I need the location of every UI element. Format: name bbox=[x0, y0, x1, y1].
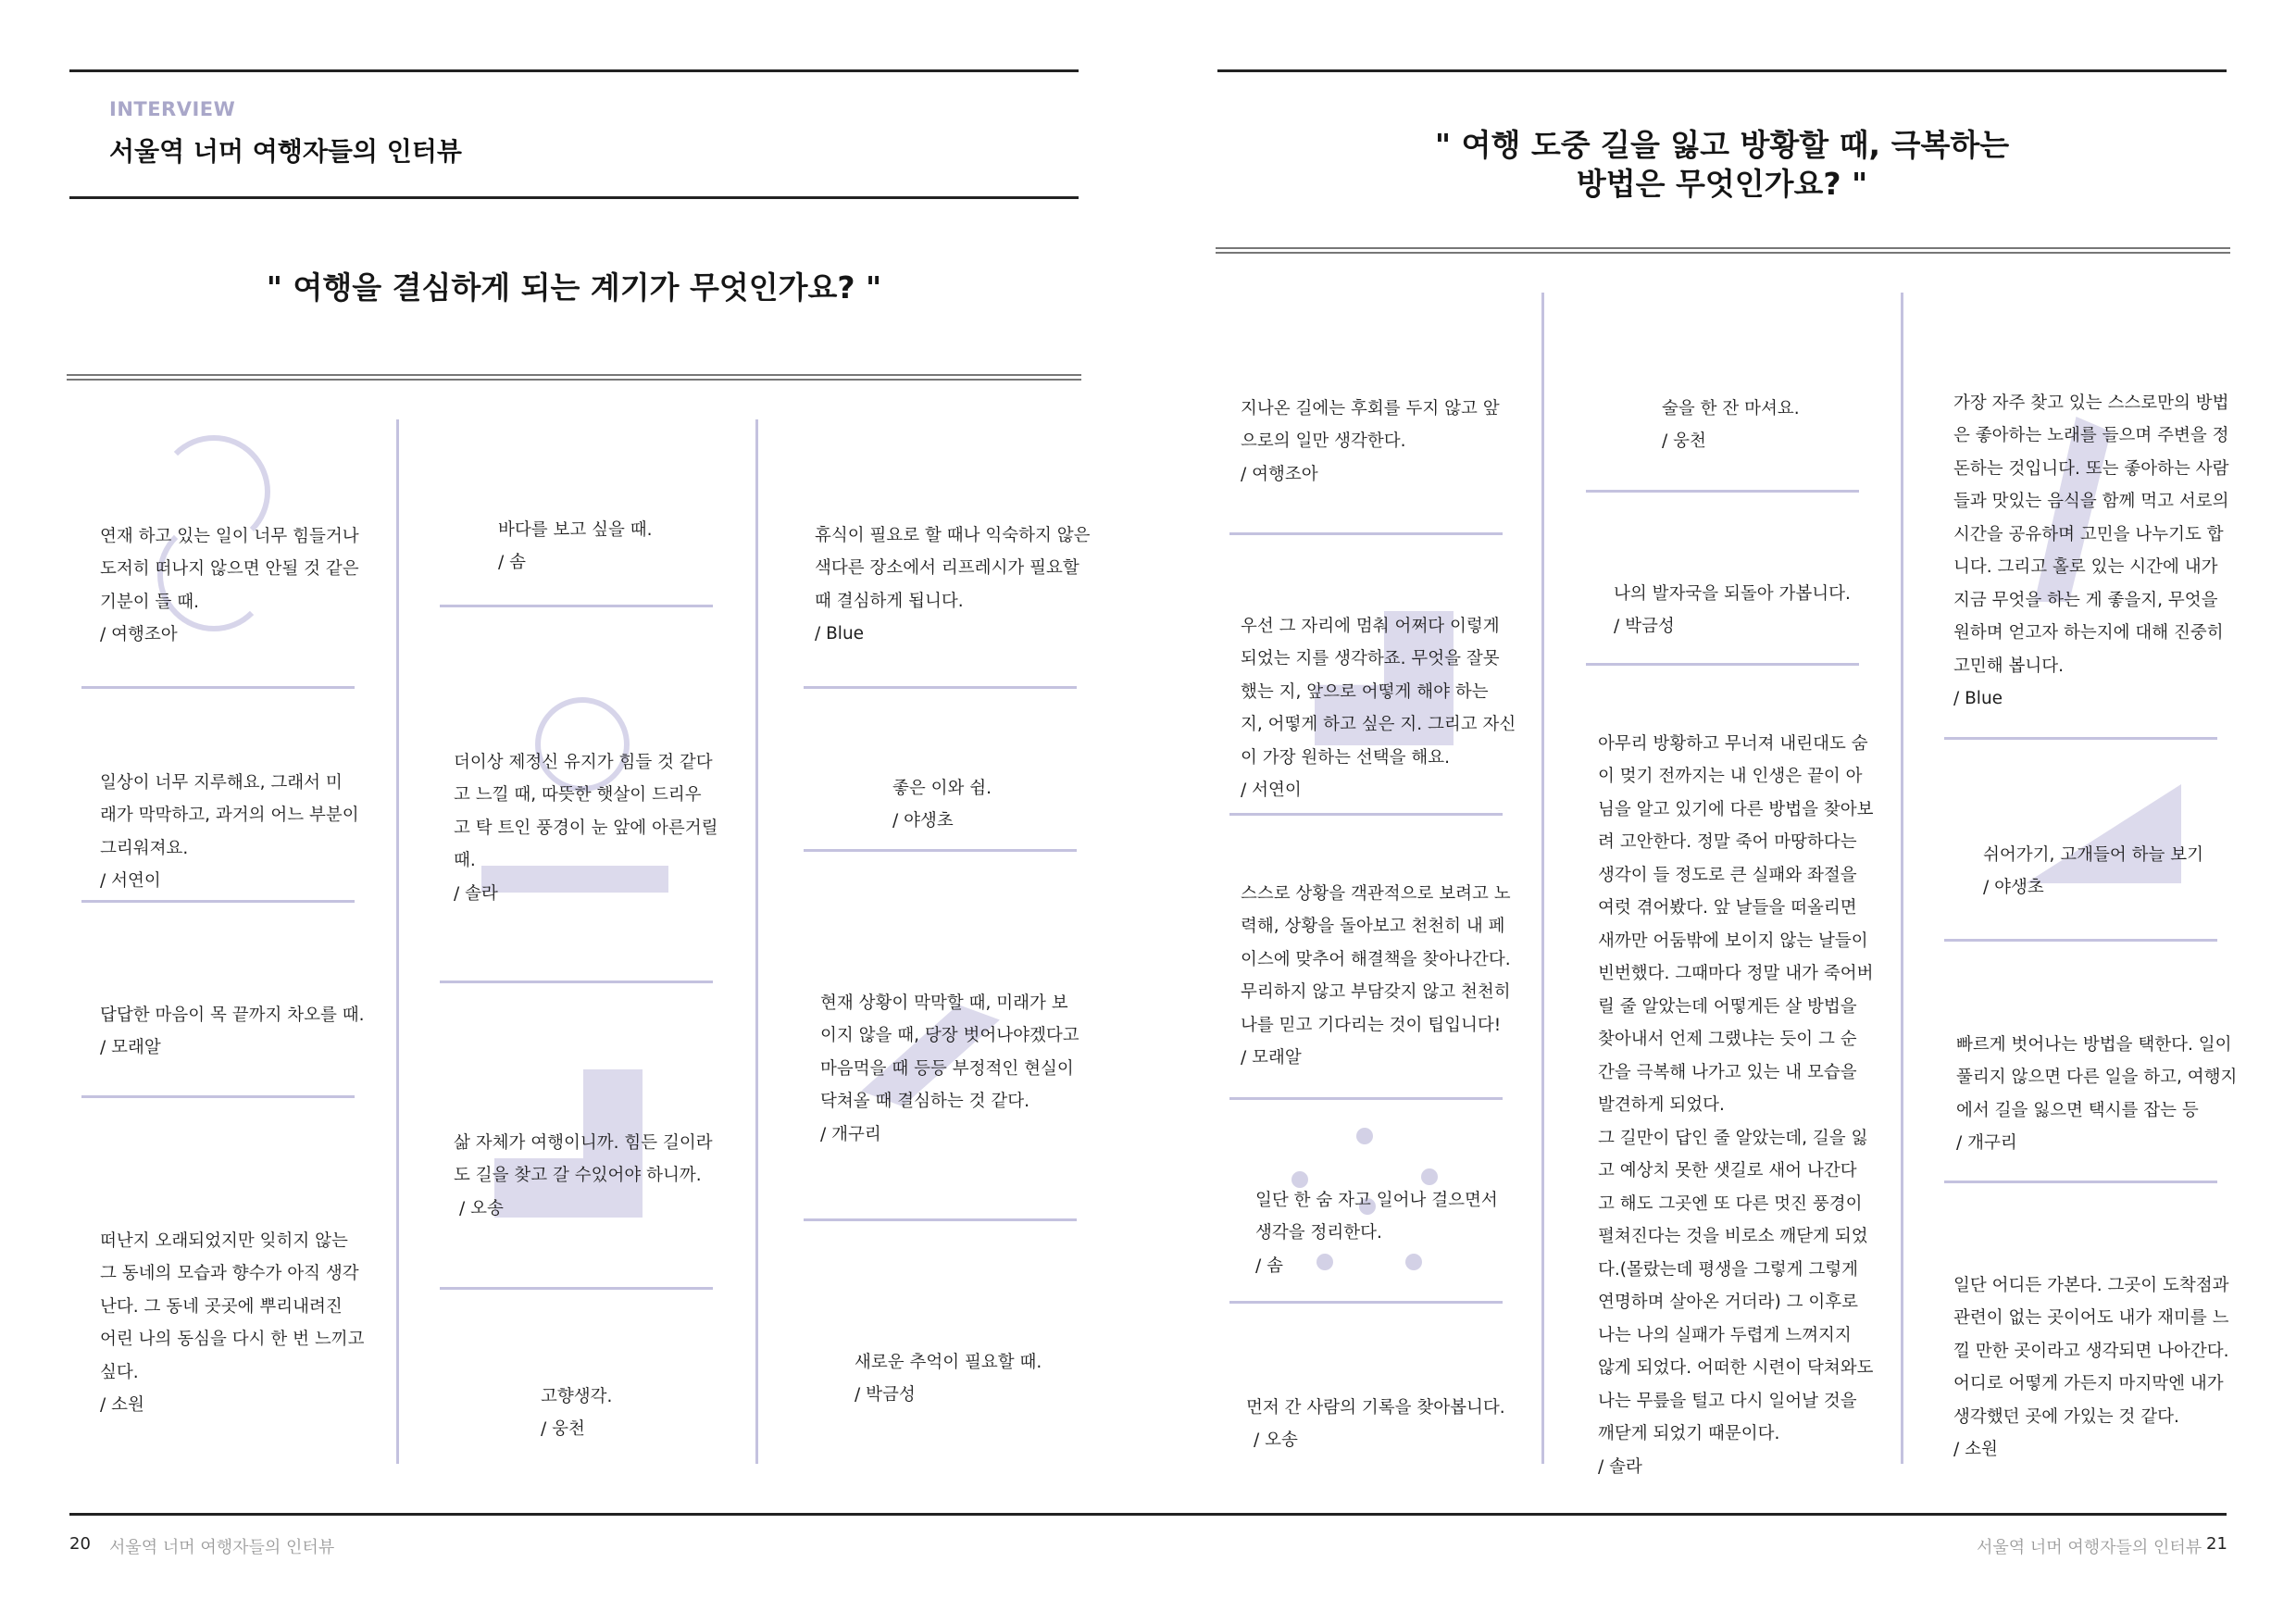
answer-separator bbox=[1944, 737, 2217, 740]
answer-separator bbox=[440, 1287, 713, 1290]
answer-item bbox=[815, 486, 1090, 683]
answer-author: / 서연이 bbox=[100, 871, 161, 891]
page-number-right: 21 bbox=[2206, 1534, 2227, 1554]
footer-rule bbox=[69, 1513, 2227, 1516]
answer-author: / 여행조아 bbox=[100, 625, 178, 644]
question-right-line2: 방법은 무엇인가요? " bbox=[1576, 166, 1868, 202]
answer-author: / 솔라 bbox=[1598, 1456, 1642, 1477]
answer-text: 나의 발자국을 되돌아 가봅니다. bbox=[1614, 583, 1851, 604]
double-rule-left bbox=[67, 374, 1081, 381]
answer-item bbox=[1241, 844, 1511, 1107]
answer-author: / 오송 bbox=[1254, 1430, 1298, 1450]
answer-separator bbox=[1944, 1181, 2217, 1183]
answer-text: 연재 하고 있는 일이 너무 힘들거나 도저히 떠나지 않으면 안될 것 같은 기분이 들 때. bbox=[100, 526, 359, 612]
answer-item bbox=[820, 954, 1079, 1184]
question-left: " 여행을 결심하게 되는 계기가 무엇인가요? " bbox=[266, 269, 882, 306]
answer-item bbox=[1241, 359, 1500, 524]
answer-author: / 오송 bbox=[459, 1198, 504, 1218]
answer-separator bbox=[804, 1218, 1077, 1221]
answer-item bbox=[1255, 1151, 1498, 1316]
column-divider bbox=[396, 419, 399, 1464]
answer-item bbox=[100, 487, 359, 684]
answer-author: / 개구리 bbox=[820, 1124, 881, 1144]
answer-text: 바다를 보고 싶을 때. bbox=[498, 519, 653, 540]
footer-title-left: 서울역 너머 여행자들의 인터뷰 bbox=[109, 1538, 335, 1557]
answer-author: / 솜 bbox=[498, 553, 526, 572]
column-divider bbox=[1541, 293, 1544, 1464]
answer-item bbox=[1246, 1358, 1505, 1490]
answer-item bbox=[100, 966, 364, 1097]
answer-separator bbox=[1586, 663, 1859, 666]
column-divider bbox=[755, 419, 758, 1464]
answer-author: / Blue bbox=[1953, 689, 2003, 708]
answer-text: 고향생각. bbox=[541, 1386, 613, 1406]
answer-author: / 웅천 bbox=[541, 1419, 585, 1439]
answer-item bbox=[1953, 1236, 2228, 1499]
answer-text: 좋은 이와 쉼. bbox=[892, 778, 992, 798]
answer-author: / 솔라 bbox=[454, 883, 498, 904]
answer-text: 빠르게 벗어나는 방법을 택한다. 일이 풀리지 않으면 다른 일을 하고, 여행지 에서 길을 잃으면 택시를 잡는 등 bbox=[1956, 1034, 2238, 1120]
answer-author: / 모래알 bbox=[100, 1038, 161, 1057]
answer-item bbox=[1241, 577, 1516, 840]
answer-separator bbox=[1229, 813, 1503, 816]
answer-text: 답답한 마음이 목 끝까지 차오를 때. bbox=[100, 1005, 365, 1025]
answer-text: 떠난지 오래되었지만 잊히지 않는 그 동네의 모습과 향수가 아직 생각 난다. 그 동네 곳곳에 뿌리내려진 어린 나의 동심을 다시 한 번 느끼고 싶다. bbox=[100, 1230, 365, 1382]
title-rule bbox=[69, 196, 1079, 199]
answer-text: 더이상 제정신 유지가 힘들 것 같다 고 느낄 때, 따뜻한 햇살이 드리우 고 탁 트인 풍경이 눈 앞에 아른거릴 때. bbox=[454, 752, 718, 870]
answer-author: / 개구리 bbox=[1956, 1133, 2017, 1153]
answer-author: / 웅천 bbox=[1662, 431, 1706, 451]
answer-text: 아무리 방황하고 무너져 내린대도 숨 이 멎기 전까지는 내 인생은 끝이 아 님을 알고 있기에 다른 방법을 찾아보 려 고안한다. 정말 죽어 마땅하다는 생각이 들 정도로 큰 실패와 좌절을 여럿 겪어봤다. 앞 날들을 떠올리면 새까만 어둠밖에 보이지 않는 날들이 빈번했다. 그때마다 정말 내가 죽어버 릴 줄 알았는데 어떻게든 살 방법을 찾아내서 언제 그랬냐는 듯이 그 순 간을 극복해 나가고 있는 내 모습을 발견하게 되었다. 그 길만이 답인 줄 알았는데, 길을 잃 고 예상치 못한 샛길로 새어 나간다 고 해도 그곳엔 또 다른 멋진 풍경이 펼쳐진다는 것을 비로소 깨닫게 되었 다.(몰랐는데 평생을 그렇게 그렇게 연명하며 살아온 거더라) 그 이후로 나는 나의 실패가 두렵게 느껴지지 않게 되었다. 어떠한 시련이 닥쳐와도 나는 무릎을 털고 다시 일어날 것을 깨닫게 되었기 때문이다. bbox=[1598, 733, 1874, 1443]
answer-author: / 솜 bbox=[1255, 1255, 1283, 1276]
answer-text: 쉬어가기, 고개들어 하늘 보기 bbox=[1983, 844, 2203, 865]
answer-separator bbox=[1944, 939, 2217, 942]
answer-separator bbox=[440, 605, 713, 607]
answer-separator bbox=[1586, 490, 1859, 493]
answer-item bbox=[1598, 694, 1873, 1517]
answer-author: / 소원 bbox=[100, 1395, 144, 1415]
answer-separator bbox=[1229, 1301, 1503, 1304]
answer-text: 일단 어디든 가본다. 그곳이 도착점과 관련이 없는 곳이어도 내가 재미를 느 낄 만한 곳이라고 생각되면 나아간다. 어디로 어떻게 가든지 마지막엔 내가 생각했던 곳에 가있는 것 같다. bbox=[1953, 1275, 2229, 1427]
answer-item bbox=[454, 1093, 713, 1258]
answer-separator bbox=[81, 686, 355, 689]
answer-item bbox=[541, 1347, 612, 1479]
top-rule-left bbox=[69, 69, 1079, 72]
footer-title-right: 서울역 너머 여행자들의 인터뷰 bbox=[1977, 1538, 2202, 1557]
answer-separator bbox=[81, 1095, 355, 1098]
answer-text: 먼저 간 사람의 기록을 찾아봅니다. bbox=[1246, 1397, 1505, 1418]
answer-item bbox=[1953, 354, 2228, 748]
answer-text: 가장 자주 찾고 있는 스스로만의 방법 은 좋아하는 노래를 들으며 주변을 정 돈하는 것입니다. 또는 좋아하는 사람 들과 맛있는 음식을 함께 먹고 서로의 시간을 공유하며 고민을 나누기도 합 니다. 그리고 홀로 있는 시간에 내가 지금 무엇을 하는 게 좋을지, 무엇을 원하며 얻고자 하는지에 대해 진중히 고민해 봅니다. bbox=[1953, 393, 2229, 676]
answer-text: 스스로 상황을 객관적으로 보려고 노 력해, 상황을 돌아보고 천천히 내 페 이스에 맞추어 해결책을 찾아나간다. 무리하지 않고 부담갖지 않고 천천히 나를 믿고 기다리는 것이 팁입니다! bbox=[1241, 883, 1511, 1035]
section-label: INTERVIEW bbox=[109, 98, 236, 120]
answer-text: 지나온 길에는 후회를 두지 않고 앞 으로의 일만 생각한다. bbox=[1241, 398, 1500, 451]
page-number-left: 20 bbox=[69, 1534, 91, 1554]
decorative-dot bbox=[1356, 1128, 1373, 1144]
answer-separator bbox=[81, 900, 355, 903]
question-right-line1: " 여행 도중 길을 잃고 방황할 때, 극복하는 bbox=[1434, 127, 2010, 163]
answer-separator bbox=[804, 686, 1077, 689]
answer-author: / 박금성 bbox=[1614, 617, 1675, 636]
answer-author: / 소원 bbox=[1953, 1440, 1998, 1459]
answer-text: 우선 그 자리에 멈춰 어쩌다 이렇게 되었는 지를 생각하죠. 무엇을 잘못 했는 지, 앞으로 어떻게 해야 하는 지, 어떻게 하고 싶은 지. 그리고 자신 이 가장 원하는 선택을 해요. bbox=[1241, 616, 1516, 768]
answer-text: 일단 한 숨 자고 일어나 걸으면서 생각을 정리한다. bbox=[1255, 1190, 1498, 1243]
answer-author: / 박금성 bbox=[855, 1385, 916, 1405]
column-divider bbox=[1901, 293, 1903, 1464]
answer-item bbox=[1614, 544, 1851, 676]
page-title: 서울역 너머 여행자들의 인터뷰 bbox=[109, 136, 462, 167]
answer-author: / 야생초 bbox=[892, 811, 954, 831]
answer-author: / 모래알 bbox=[1241, 1048, 1302, 1068]
answer-text: 새로운 추억이 필요할 때. bbox=[855, 1352, 1042, 1372]
answer-separator bbox=[804, 849, 1077, 852]
answer-separator bbox=[440, 981, 713, 983]
answer-author: / 여행조아 bbox=[1241, 464, 1318, 484]
answer-item bbox=[1956, 995, 2237, 1193]
answer-text: 삶 자체가 여행이니까. 힘든 길이라 도 길을 찾고 갈 수있어야 하니까. bbox=[454, 1132, 713, 1185]
answer-item bbox=[855, 1313, 1042, 1444]
answer-author: / 서연이 bbox=[1241, 781, 1302, 800]
answer-item bbox=[100, 1192, 364, 1455]
answer-item bbox=[1662, 359, 1800, 491]
answer-separator bbox=[1229, 532, 1503, 535]
answer-item bbox=[498, 481, 653, 612]
answer-item bbox=[1983, 806, 2203, 937]
answer-author: / 야생초 bbox=[1983, 878, 2044, 897]
answer-author: / Blue bbox=[815, 624, 865, 643]
answer-text: 일상이 너무 지루해요, 그래서 미 래가 막막하고, 과거의 어느 부분이 그리워져요. bbox=[100, 772, 359, 858]
answer-text: 술을 한 잔 마셔요. bbox=[1662, 398, 1800, 418]
answer-text: 현재 상황이 막막할 때, 미래가 보 이지 않을 때, 당장 벗어나야겠다고 마음먹을 때 등등 부정적인 현실이 닥쳐올 때 결심하는 것 같다. bbox=[820, 993, 1079, 1111]
double-rule-right bbox=[1216, 247, 2230, 254]
answer-text: 휴식이 필요로 할 때나 익숙하지 않은 색다른 장소에서 리프레시가 필요할 때 결심하게 됩니다. bbox=[815, 525, 1091, 611]
answer-separator bbox=[1229, 1097, 1503, 1100]
top-rule-right bbox=[1217, 69, 2227, 72]
answer-item bbox=[454, 713, 718, 943]
